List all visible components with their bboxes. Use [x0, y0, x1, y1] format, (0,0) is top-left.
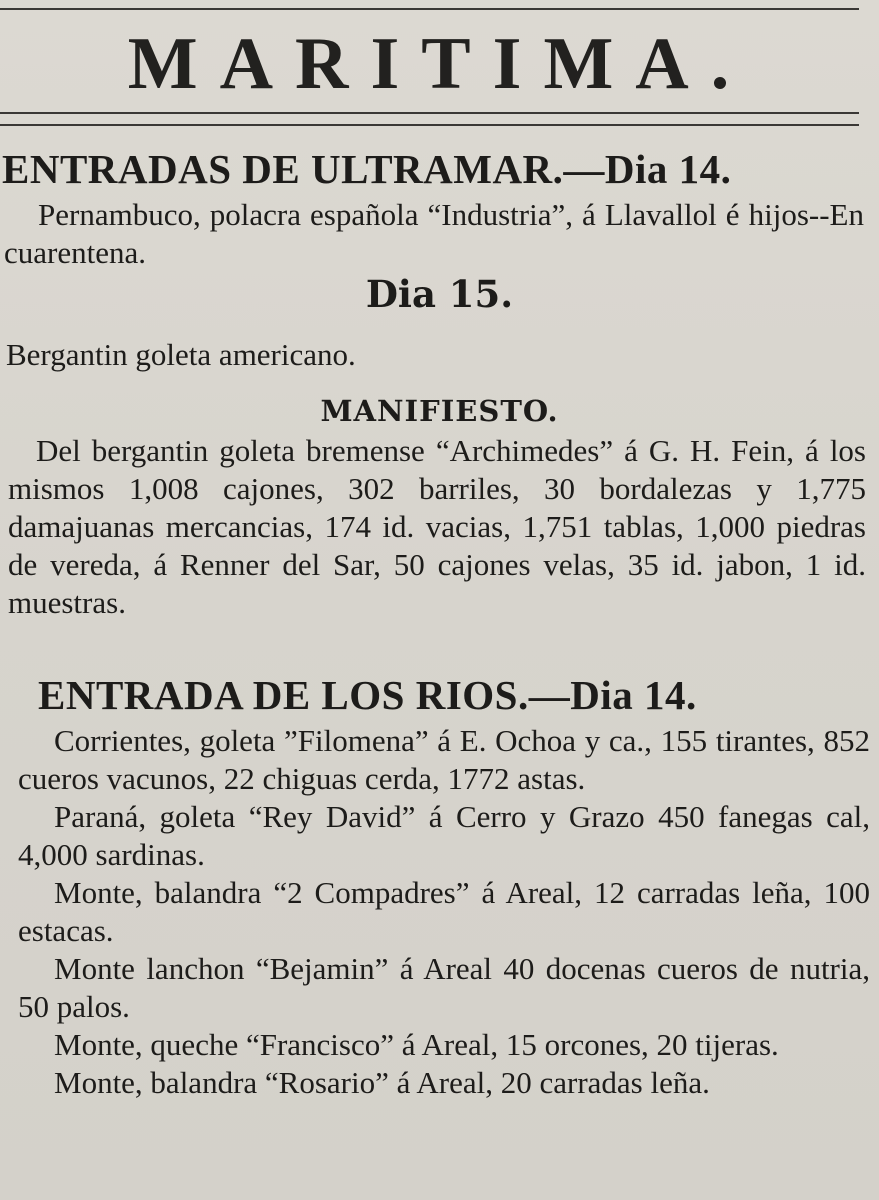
title-rule-lower: [0, 124, 859, 126]
heading-rios: ENTRADA DE LOS RIOS.—Dia 14.: [38, 672, 697, 718]
manifest-text: Del bergantin goleta bremense “Archimedes” á G. H. Fein, á los mismos 1,008 cajones, 302 barriles, 30 bordalezas y 1,775 damajuanas mercancias, 174 id. vacias, 1,751 tablas, 1,000 piedras de vereda, á Renner del Sar, 50 cajones velas, 35 id. jabon, 1 id. muestras.: [8, 433, 866, 620]
heading-manifiesto: MANIFIESTO.: [320, 394, 559, 428]
title-rule-upper: [0, 112, 859, 114]
list-item: Monte, balandra “Rosario” á Areal, 20 carradas leña.: [54, 1065, 710, 1100]
section-title: MARITIMA.: [127, 23, 752, 105]
list-item: Monte lanchon “Bejamin” á Areal 40 docenas cueros de nutria, 50 palos.: [18, 951, 870, 1024]
entry-pernambuco: Pernambuco, polacra española “Industria”, á Llavallol é hijos--En cuarentena.: [4, 197, 864, 270]
rios-entries: [18, 722, 870, 1102]
top-rule: [0, 8, 859, 10]
list-item: Monte, queche “Francisco” á Areal, 15 orcones, 20 tijeras.: [54, 1027, 779, 1062]
day-heading: Dia 15.: [365, 272, 514, 316]
list-item: Paraná, goleta “Rey David” á Cerro y Grazo 450 fanegas cal, 4,000 sardinas.: [18, 799, 870, 872]
list-item: Corrientes, goleta ”Filomena” á E. Ochoa y ca., 155 tirantes, 852 cueros vacunos, 22 chiguas cerda, 1772 astas.: [18, 723, 870, 796]
entry-bergantin: Bergantin goleta americano.: [6, 337, 356, 372]
list-item: Monte, balandra “2 Compadres” á Areal, 12 carradas leña, 100 estacas.: [18, 875, 870, 948]
heading-ultramar: ENTRADAS DE ULTRAMAR.—Dia 14.: [2, 146, 732, 192]
